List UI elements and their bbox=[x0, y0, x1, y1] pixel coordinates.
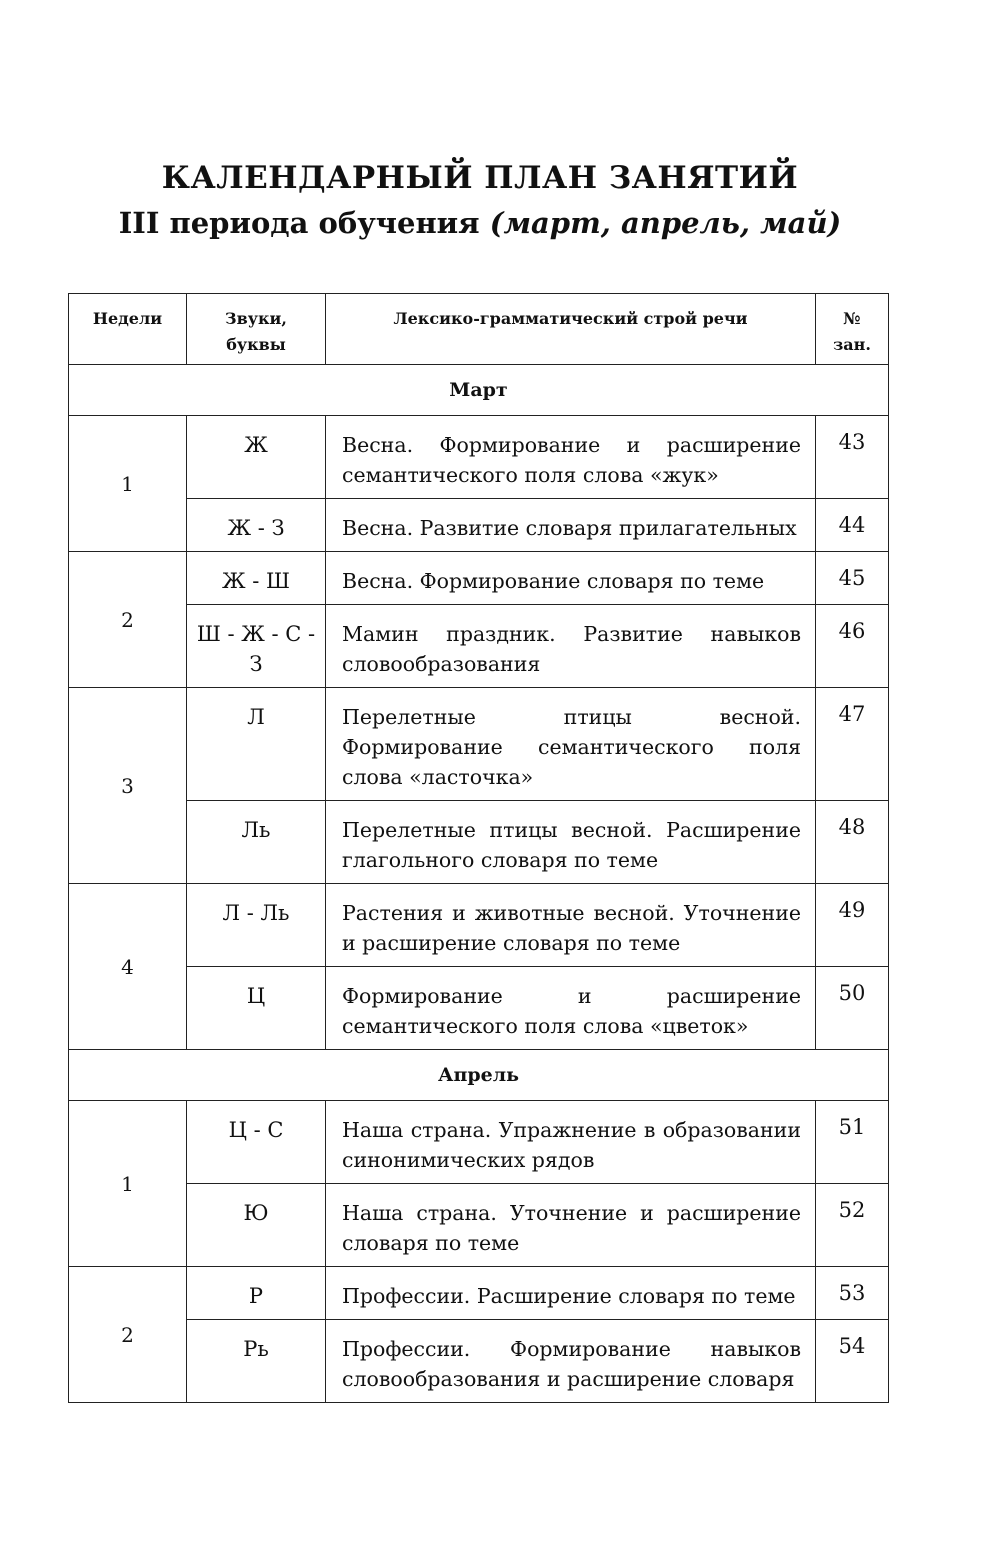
table-row bbox=[69, 1320, 889, 1403]
lesson-topic: Наша страна. Упражнение в образовании синонимических рядов bbox=[326, 1101, 816, 1184]
sound-letters: Ц bbox=[187, 967, 326, 1050]
lesson-number: 48 bbox=[816, 801, 889, 884]
month-name: Март bbox=[69, 365, 889, 416]
lesson-topic: Весна. Формирование словаря по теме bbox=[326, 552, 816, 605]
sound-letters: Ц - С bbox=[187, 1101, 326, 1184]
table-row bbox=[69, 605, 889, 688]
lesson-topic: Наша страна. Уточнение и расширение словаря по теме bbox=[326, 1184, 816, 1267]
lesson-number: 43 bbox=[816, 416, 889, 499]
week-number: 2 bbox=[69, 552, 187, 688]
lesson-topic: Формирование и расширение семантического поля слова «цветок» bbox=[326, 967, 816, 1050]
lesson-topic: Перелетные птицы весной. Расширение глагольного словаря по теме bbox=[326, 801, 816, 884]
month-row bbox=[69, 1050, 889, 1101]
lesson-number: 52 bbox=[816, 1184, 889, 1267]
page-title: КАЛЕНДАРНЫЙ ПЛАН ЗАНЯТИЙ bbox=[161, 160, 799, 196]
lesson-topic: Мамин праздник. Развитие навыков словообразования bbox=[326, 605, 816, 688]
table-row bbox=[69, 1101, 889, 1184]
week-number: 3 bbox=[69, 688, 187, 884]
table-row bbox=[69, 967, 889, 1050]
lesson-number: 49 bbox=[816, 884, 889, 967]
week-number: 2 bbox=[69, 1267, 187, 1403]
lesson-topic: Профессии. Расширение словаря по теме bbox=[326, 1267, 816, 1320]
header-num bbox=[816, 294, 889, 365]
sound-letters: Рь bbox=[187, 1320, 326, 1403]
lesson-topic: Профессии. Формирование навыков словообразования и расширение словаря bbox=[326, 1320, 816, 1403]
header-num-line2: зан. bbox=[833, 335, 871, 354]
lesson-number: 51 bbox=[816, 1101, 889, 1184]
header-row bbox=[69, 294, 889, 365]
lesson-number: 54 bbox=[816, 1320, 889, 1403]
subtitle-months: (март, апрель, май) bbox=[489, 206, 842, 240]
sound-letters: Р bbox=[187, 1267, 326, 1320]
header-num-line1: № bbox=[843, 309, 861, 328]
sound-letters: Ж - З bbox=[187, 499, 326, 552]
lesson-topic: Весна. Формирование и расширение семантического поля слова «жук» bbox=[326, 416, 816, 499]
lesson-number: 44 bbox=[816, 499, 889, 552]
lesson-number: 46 bbox=[816, 605, 889, 688]
sound-letters: Л - Ль bbox=[187, 884, 326, 967]
header-topic: Лексико-грамматический строй речи bbox=[326, 294, 816, 365]
table-row bbox=[69, 552, 889, 605]
sound-letters: Л bbox=[187, 688, 326, 801]
table-row bbox=[69, 416, 889, 499]
table-row bbox=[69, 499, 889, 552]
table-row bbox=[69, 884, 889, 967]
sound-letters: Ж bbox=[187, 416, 326, 499]
week-number: 1 bbox=[69, 416, 187, 552]
lesson-number: 45 bbox=[816, 552, 889, 605]
lesson-topic: Растения и животные весной. Уточнение и расширение словаря по теме bbox=[326, 884, 816, 967]
lesson-topic: Перелетные птицы весной. Формирование семантического поля слова «ласточка» bbox=[326, 688, 816, 801]
lesson-number: 47 bbox=[816, 688, 889, 801]
header-sounds bbox=[187, 294, 326, 365]
sound-letters: Ж - Ш bbox=[187, 552, 326, 605]
table-row bbox=[69, 1184, 889, 1267]
subtitle-main: III периода обучения bbox=[118, 206, 480, 240]
week-number: 4 bbox=[69, 884, 187, 1050]
month-name: Апрель bbox=[69, 1050, 889, 1101]
month-row bbox=[69, 365, 889, 416]
sound-letters: Ю bbox=[187, 1184, 326, 1267]
lesson-topic: Весна. Развитие словаря прилагательных bbox=[326, 499, 816, 552]
page-subtitle bbox=[0, 206, 960, 240]
table-row bbox=[69, 801, 889, 884]
table-row bbox=[69, 688, 889, 801]
header-sounds-line1: Звуки, bbox=[225, 309, 287, 328]
lesson-number: 53 bbox=[816, 1267, 889, 1320]
lesson-number: 50 bbox=[816, 967, 889, 1050]
sound-letters: Ль bbox=[187, 801, 326, 884]
header-weeks: Недели bbox=[69, 294, 187, 365]
lesson-plan-table bbox=[68, 293, 889, 1403]
header-sounds-line2: буквы bbox=[226, 335, 286, 354]
table-row bbox=[69, 1267, 889, 1320]
week-number: 1 bbox=[69, 1101, 187, 1267]
sound-letters: Ш - Ж - С - З bbox=[187, 605, 326, 688]
table-body bbox=[69, 365, 889, 1403]
